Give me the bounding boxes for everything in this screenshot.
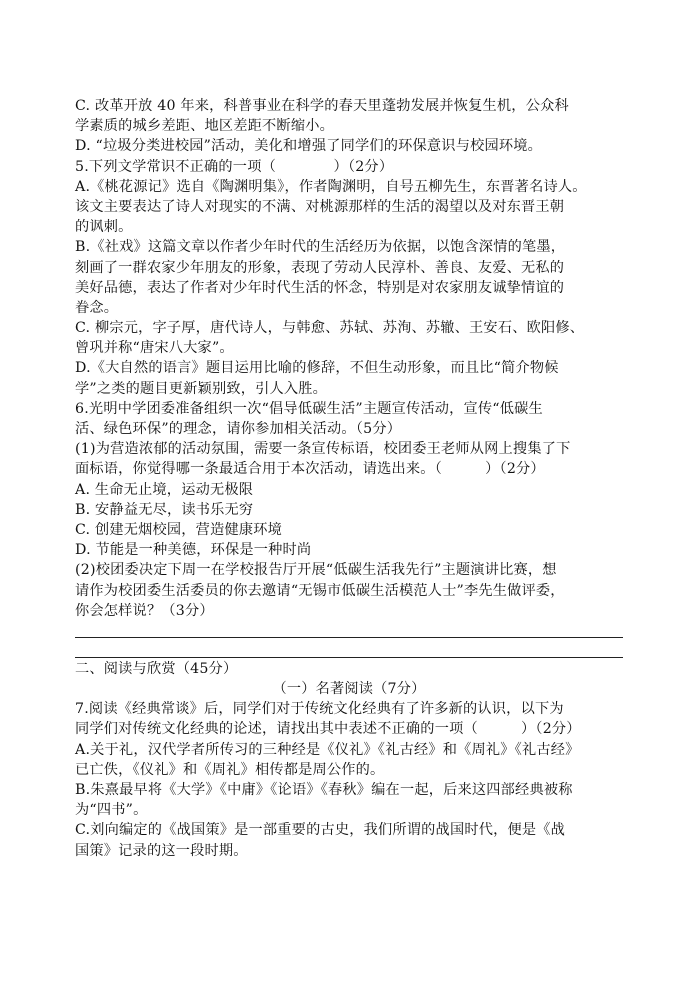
q5-stem: 5.下列文学常识不正确的一项（ ）（2分） [75,158,394,175]
q7-stem-line2: 同学们对传统文化经典的论述，请找出其中表述不正确的一项（ ）（2分） [75,721,581,738]
q5-option-b-line3: 美好品德，表达了作者对少年时代生活的怀念，特别是对农家朋友诚挚情谊的 [75,279,565,296]
q5-option-d-line1: D.《大自然的语言》题目运用比喻的修辞，不但生动形象，而且比“简介物候 [75,360,559,377]
q5-option-b-line4: 眷念。 [75,299,119,316]
q7-option-a-line1: A.关于礼，汉代学者所传习的三种经是《仪礼》《礼古经》和《周礼》《礼古经》 [75,741,580,758]
q4-option-c-line1: C. 改革开放 40 年来，科普事业在科学的春天里蓬勃发展并恢复生机，公众科 [75,98,569,114]
q5-option-a-line3: 的讽刺。 [75,219,133,236]
q7-option-b-line2: 为“四书”。 [75,802,148,819]
q6-sub2-line2: 请作为校团委生活委员的你去邀请“无锡市低碳生活模范人士”李先生做评委， [75,582,565,599]
q4-option-d-line1: D. “垃圾分类进校园”活动，美化和增强了同学们的环保意识与校园环境。 [75,138,543,155]
q6-sub2-line3: 你会怎样说？（3分） [75,602,214,619]
q6-sub1-line1: (1)为营造浓郁的活动氛围，需要一条宣传标语，校团委王老师从网上搜集了下 [75,441,571,458]
q5-option-d-line2: 学”之类的题目更新颖别致，引人入胜。 [75,380,328,397]
q5-option-a-line1: A.《桃花源记》选自《陶渊明集》，作者陶渊明，自号五柳先生，东晋著名诗人。 [75,178,587,195]
q6-option-c: C. 创建无烟校园，营造健康环境 [75,521,283,538]
exam-page [75,96,623,861]
q6-option-a: A. 生命无止境，运动无极限 [75,481,254,498]
q7-option-c-line1: C.刘向编定的《战国策》是一部重要的古史，我们所谓的战国时代，便是《战 [75,822,566,839]
q5-option-c-line1: C. 柳宗元，字子厚，唐代诗人，与韩愈、苏轼、苏洵、苏辙、王安石、欧阳修、 [75,320,585,337]
q5-option-a-line2: 该文主要表达了诗人对现实的不满、对桃源那样的生活的渴望以及对东晋王朝 [75,198,565,215]
q6-option-b: B. 安静益无尽，读书乐无穷 [75,501,254,518]
q7-option-c-line2: 国策》记录的这一段时期。 [75,842,248,859]
section-subheading: （一）名著阅读（7分） [272,681,426,698]
section-heading: 二、阅读与欣赏（45分） [75,660,238,677]
q5-option-b-line1: B.《社戏》这篇文章以作者少年时代的生活经历为依据，以饱含深情的笔墨， [75,239,566,256]
q7-option-a-line2: 已亡佚，《仪礼》和《周礼》相传都是周公作的。 [75,761,385,778]
q6-sub1-line2: 面标语，你觉得哪一条最适合用于本次活动，请选出来。（ ）（2分） [75,461,545,478]
q6-stem-line1: 6.光明中学团委准备组织一次“倡导低碳生活”主题宣传活动，宣传“低碳生 [75,400,543,417]
q6-stem-line2: 活、绿色环保”的理念，请你参加相关活动。（5分） [75,421,402,437]
q5-option-c-line2: 曾巩并称“唐宋八大家”。 [75,340,234,357]
q7-option-b-line1: B.朱熹最早将《大学》《中庸》《论语》《春秋》编在一起，后来这四部经典被称 [75,782,573,798]
q6-option-d: D. 节能是一种美德，环保是一种时尚 [75,542,312,559]
q4-option-c-line2: 学素质的城乡差距、地区差距不断缩小。 [75,118,334,135]
q7-stem-line1: 7.阅读《经典常谈》后，同学们对于传统文化经典有了许多新的认识，以下为 [75,701,564,718]
q6-sub2-line1: (2)校团委决定下周一在学校报告厅开展“低碳生活我先行”主题演讲比赛，想 [75,562,557,579]
answer-space [75,621,623,637]
q5-option-b-line2: 刻画了一群农家少年朋友的形象，表现了劳动人民淳朴、善良、友爱、无私的 [75,259,565,276]
